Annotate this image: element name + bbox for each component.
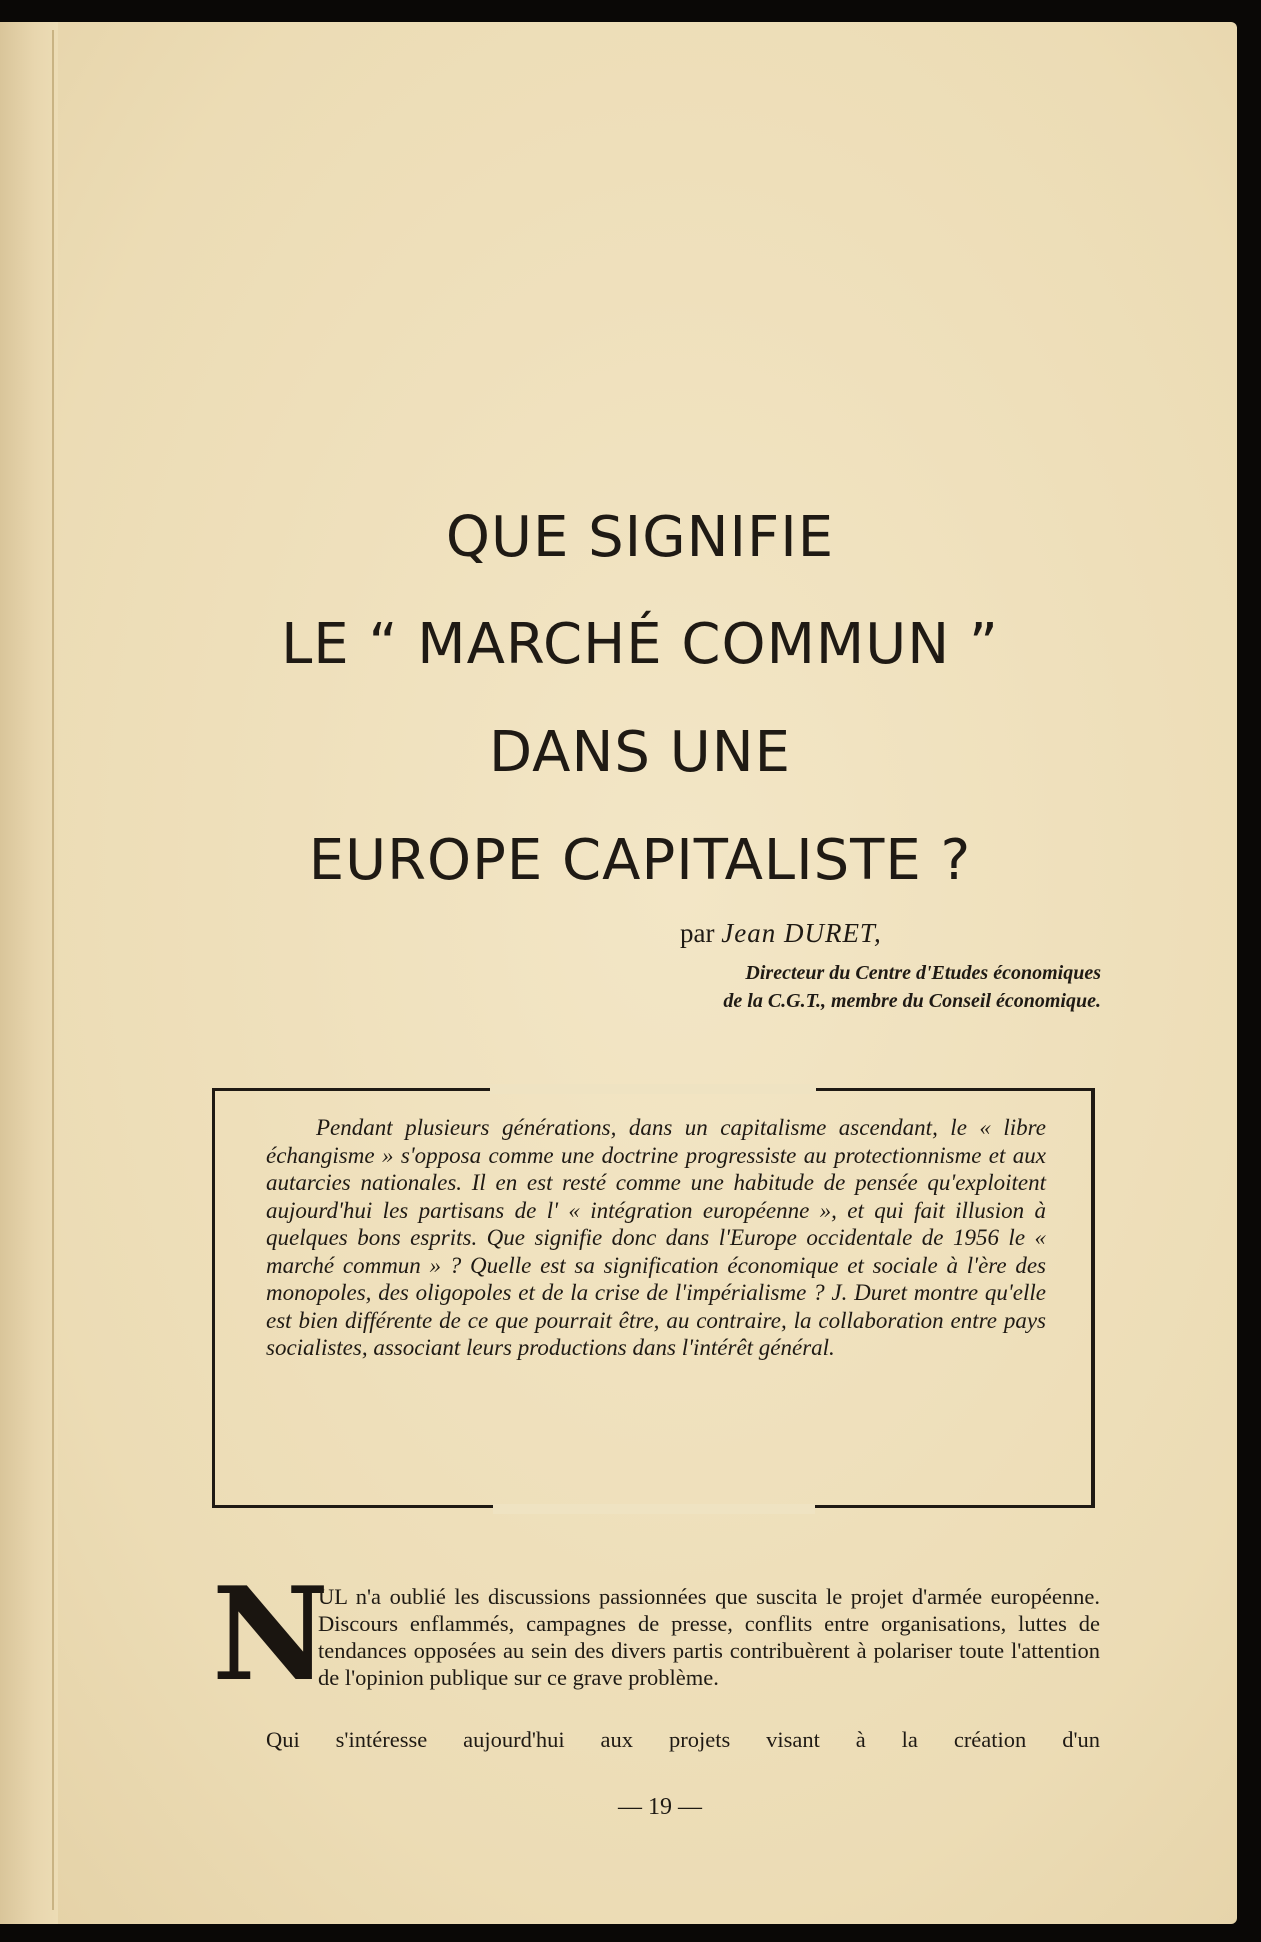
abstract-text: Pendant plusieurs générations, dans un capitalisme ascendant, le « libre échangisme » s'opposa comme une doctrine progressiste au protectionnisme et aux autarcies nationales. Il en est resté comme une habitude de pensée qu'exploitent aujourd'hui les partisans de l' « intégration européenne », et qui fait illusion à quelques bons esprits. Que signifie donc dans l'Europe occidentale de 1956 le « marché commun » ? Quelle est sa signification économique et sociale à l'ère des monopoles, des oligopoles et de la crise de l'impérialisme ? J. Duret montre qu'elle est bien différente de ce que pourrait être, au contraire, la collaboration entre pays socialistes, associant leurs productions dans l'intérêt général. (266, 1115, 1046, 1360)
author-affiliation-line-2: de la C.G.T., membre du Conseil économique. (723, 990, 1101, 1012)
abstract-box-shadow-edge (1091, 1088, 1095, 1508)
byline (680, 918, 882, 949)
title-line-2: LE “ MARCHÉ COMMUN ” (281, 612, 999, 677)
abstract-box-bottom-gap (493, 1504, 815, 1514)
drop-cap-letter: N (212, 1560, 329, 1710)
byline-prefix: par (680, 918, 715, 948)
title-line-4: EUROPE CAPITALISTE ? (308, 828, 972, 893)
body-paragraph-2: Qui s'intéresse aujourd'hui aux projets visant à la création d'un (266, 1727, 1100, 1752)
book-spine (0, 22, 58, 1924)
body-paragraph-1: UL n'a oublié les discussions passionnées que suscita le projet d'armée européenne. Discours enflammés, campagnes de presse, conflits entre organisations, luttes de tendances opposées au sein des divers partis contribuèrent à polariser toute l'attention de l'opinion publique sur ce grave problème. (318, 1584, 1100, 1690)
author-name: Jean DURET, (721, 918, 882, 948)
spine-fold-line (52, 30, 54, 1910)
title-line-1: QUE SIGNIFIE (445, 505, 835, 570)
abstract-box-top-gap (490, 1084, 816, 1094)
title-line-3: DANS UNE (489, 720, 791, 785)
page-number: — 19 — (618, 1794, 702, 1820)
author-affiliation-line-1: Directeur du Centre d'Etudes économiques (745, 962, 1101, 984)
